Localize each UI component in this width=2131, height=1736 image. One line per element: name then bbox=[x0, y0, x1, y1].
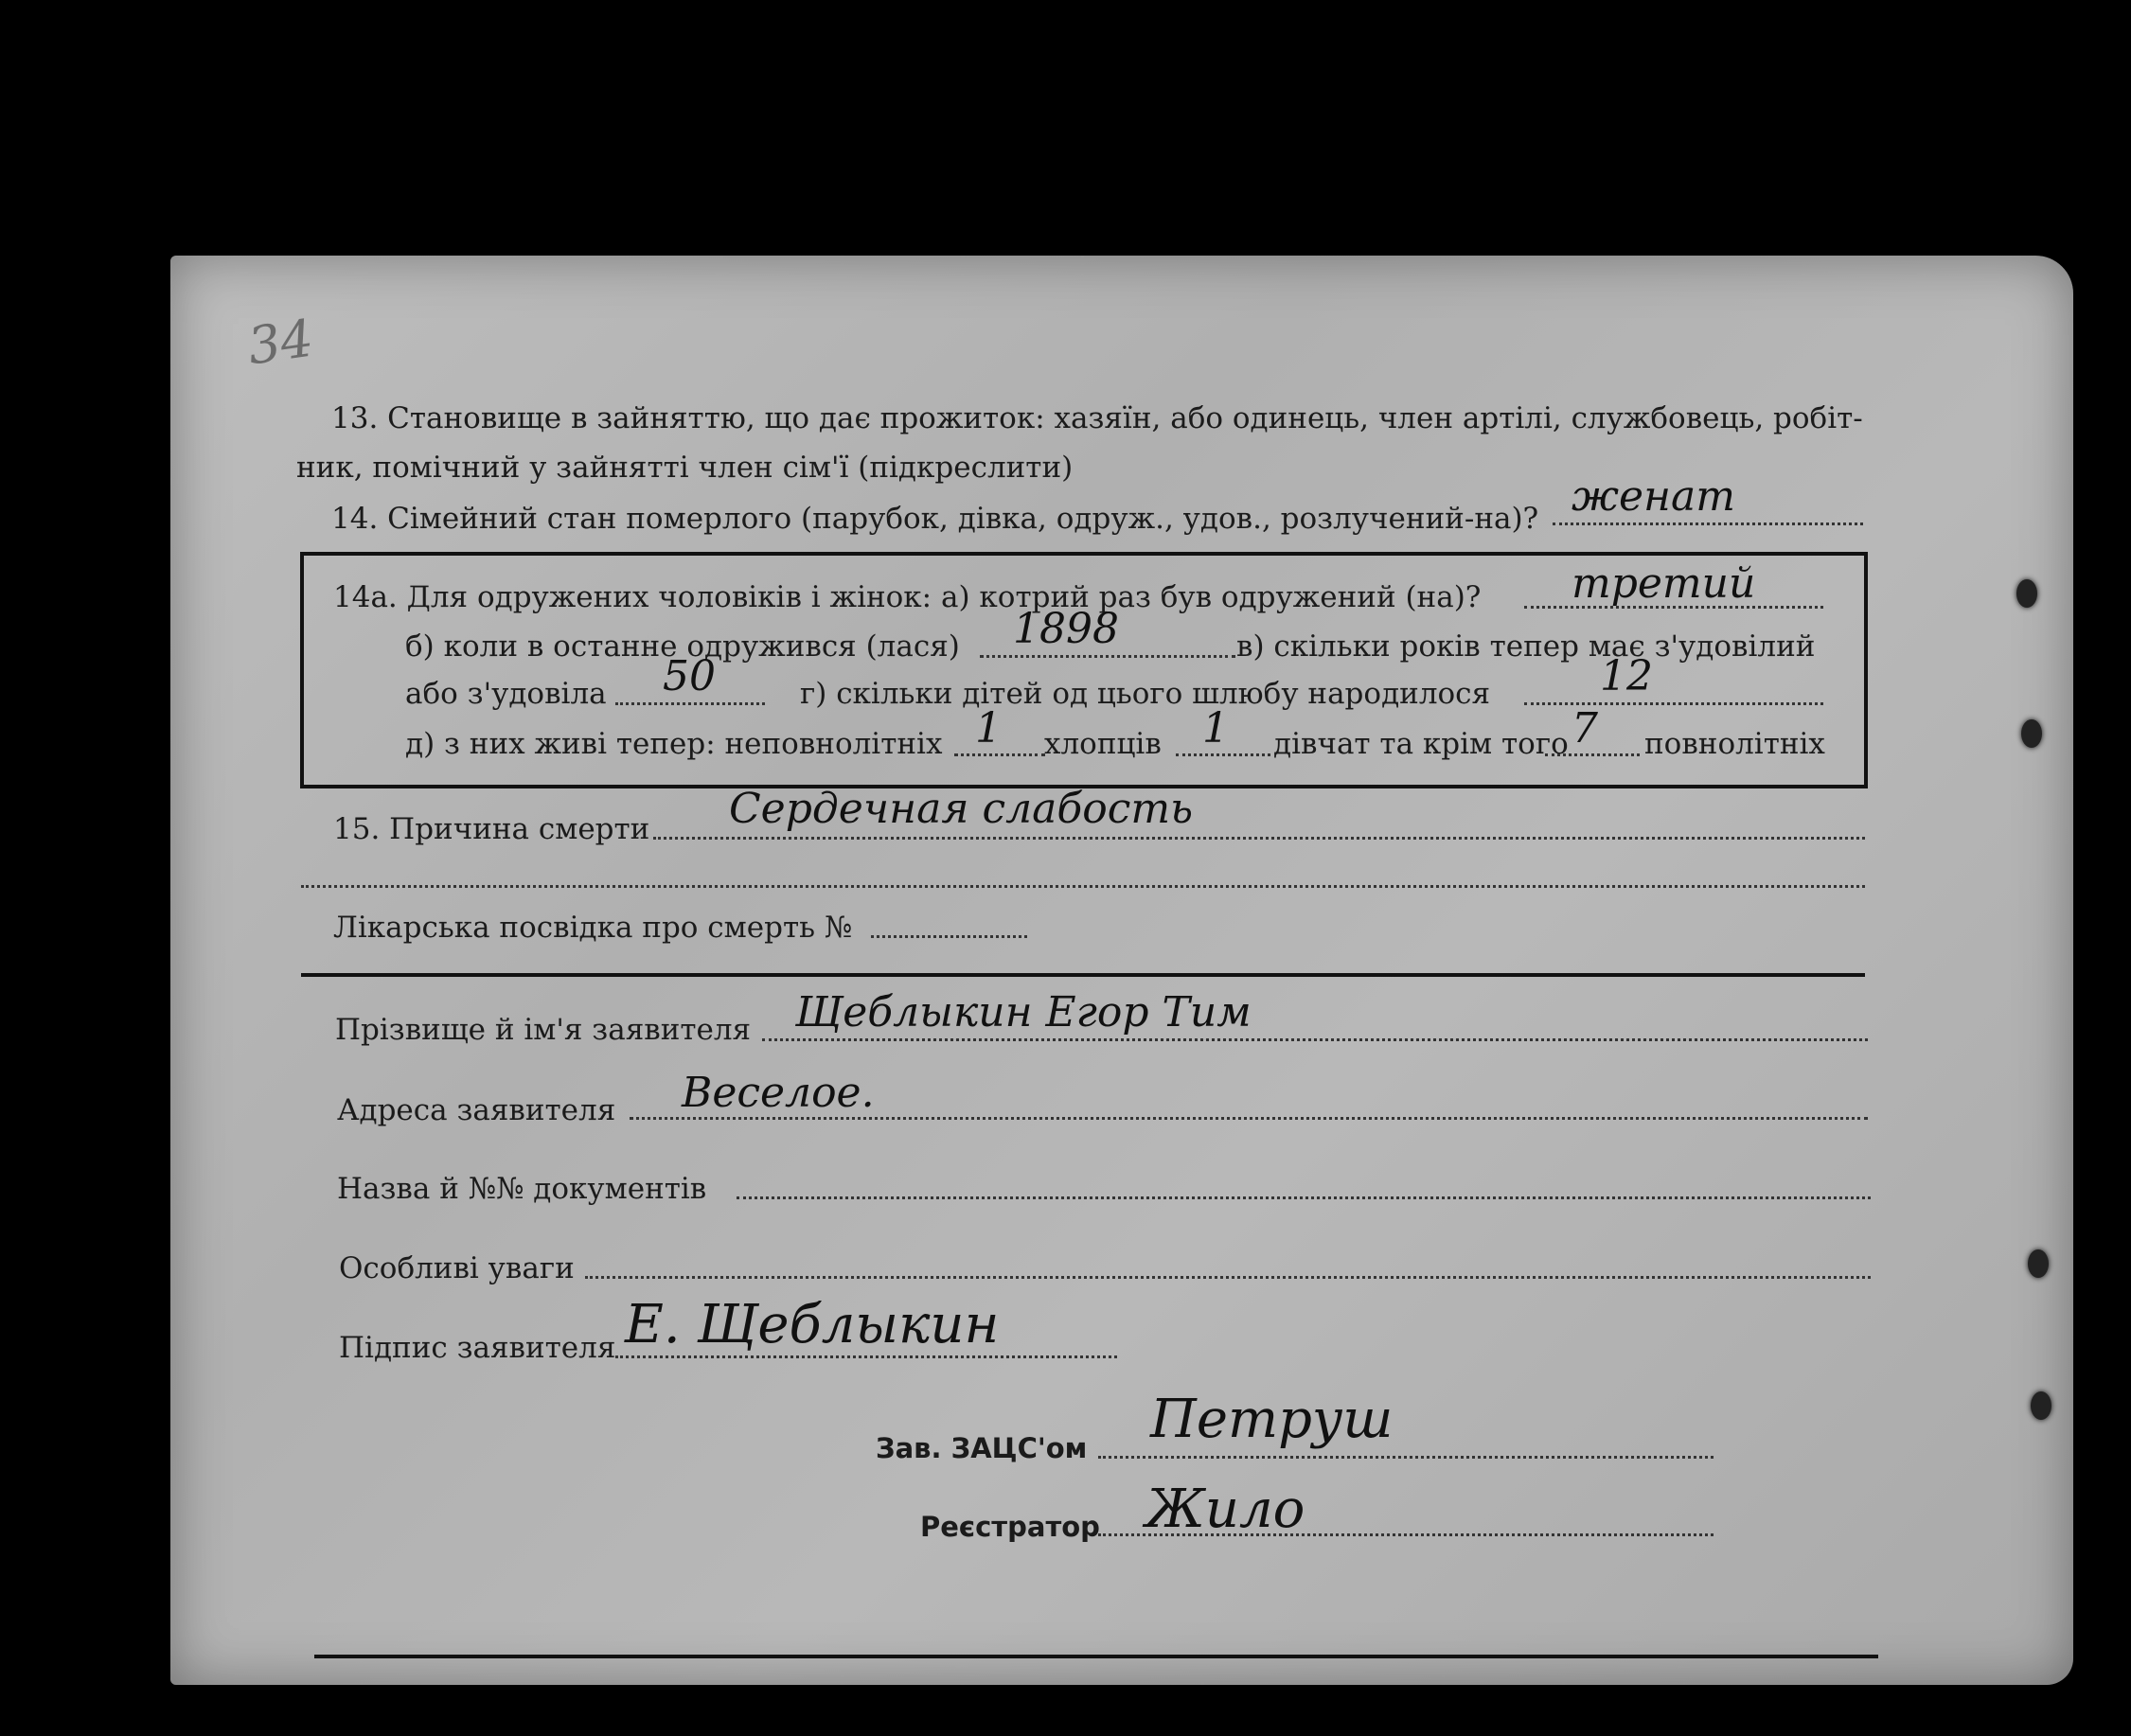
q14a-b-label: б) коли в останне одружився (лася) bbox=[405, 629, 960, 664]
docs-label: Назва й №№ документів bbox=[337, 1172, 707, 1206]
q14a-a-label: 14а. Для одружених чоловіків і жінок: а) котрий раз був одружений (на)? bbox=[333, 580, 1482, 614]
q15-dotted-line2 bbox=[301, 885, 1865, 888]
registrar-signature: Жило bbox=[1145, 1479, 1305, 1540]
binder-hole bbox=[2028, 1249, 2049, 1278]
applicant-address-value: Веселое. bbox=[682, 1069, 875, 1117]
q15-label: 15. Причина смерти bbox=[333, 812, 650, 846]
applicant-name-value: Щеблыкин Егор Тим bbox=[795, 988, 1252, 1036]
q14-value: женат bbox=[1572, 472, 1735, 521]
q15-dotted-line bbox=[653, 837, 1865, 840]
signature-label: Підпис заявителя bbox=[339, 1331, 616, 1365]
applicant-signature: Е. Щеблыкин bbox=[625, 1294, 1000, 1355]
binder-hole bbox=[2016, 579, 2037, 608]
q14-label: 14. Сімейний стан померлого (парубок, дівка, одруж., удов., розлучений-на)? bbox=[331, 502, 1539, 536]
q14a-d-value3: 7 bbox=[1572, 704, 1598, 753]
med-dotted-line bbox=[871, 935, 1027, 938]
med-label: Лікарська посвідка про смерть № bbox=[333, 911, 853, 945]
q14a-d-dotted-line3 bbox=[1545, 753, 1640, 756]
binder-hole bbox=[2031, 1391, 2051, 1420]
q15-value: Сердечная слабость bbox=[729, 785, 1194, 833]
applicant-address-label: Адреса заявителя bbox=[337, 1093, 616, 1127]
q14-dotted-line bbox=[1553, 523, 1863, 525]
head-label: Зав. ЗАЦС'ом bbox=[876, 1432, 1088, 1464]
notes-label: Особливі уваги bbox=[339, 1251, 575, 1285]
applicant-name-dotted-line bbox=[762, 1038, 1868, 1041]
q14a-b-value: 1898 bbox=[1013, 605, 1119, 653]
q14a-d-value1: 1 bbox=[975, 704, 1002, 753]
q14a-g-dotted-line bbox=[1524, 702, 1823, 705]
q14a-d-label4: повнолітніх bbox=[1644, 727, 1825, 761]
applicant-name-label: Прізвище й ім'я заявителя bbox=[335, 1013, 752, 1047]
notes-dotted-line bbox=[585, 1276, 1871, 1279]
q14a-v-dotted-line bbox=[615, 702, 765, 705]
q14a-d-dotted-line2 bbox=[1176, 753, 1270, 756]
q14a-v-value: 50 bbox=[663, 652, 716, 700]
q14a-v-label2: або з'удовіла bbox=[405, 677, 607, 711]
q14a-d-label2: хлопців bbox=[1044, 727, 1162, 761]
binder-hole bbox=[2021, 719, 2042, 748]
q14a-d-dotted-line1 bbox=[954, 753, 1045, 756]
q14a-g-value: 12 bbox=[1600, 652, 1653, 700]
q13-line2: ник, помічний у зайнятті член сім'ї (підкреслити) bbox=[296, 451, 1074, 485]
registrar-label: Реєстратор bbox=[920, 1511, 1100, 1543]
section-divider bbox=[301, 973, 1865, 977]
q14a-a-value: третий bbox=[1572, 559, 1756, 608]
q14a-v-label: в) скільки років тепер має з'удовілий bbox=[1236, 629, 1816, 664]
q14a-d-label1: д) з них живі тепер: неповнолітніх bbox=[405, 727, 943, 761]
applicant-address-dotted-line bbox=[630, 1117, 1868, 1120]
docs-dotted-line bbox=[737, 1196, 1871, 1199]
head-signature: Петруш bbox=[1150, 1389, 1394, 1450]
margin-note: 34 bbox=[243, 308, 317, 377]
q14a-d-value2: 1 bbox=[1202, 704, 1229, 753]
q14a-g-label: г) скільки дітей од цього шлюбу народилося bbox=[800, 677, 1491, 711]
head-dotted-line bbox=[1098, 1456, 1714, 1459]
bottom-rule bbox=[314, 1655, 1878, 1658]
q14a-b-dotted-line bbox=[980, 655, 1235, 658]
signature-dotted-line bbox=[615, 1355, 1117, 1358]
q14a-d-label3: дівчат та крім того bbox=[1273, 727, 1569, 761]
q13-line1: 13. Становище в зайняттю, що дає прожиток: хазяїн, або одинець, член артілі, службовець, робіт- bbox=[331, 401, 1863, 435]
